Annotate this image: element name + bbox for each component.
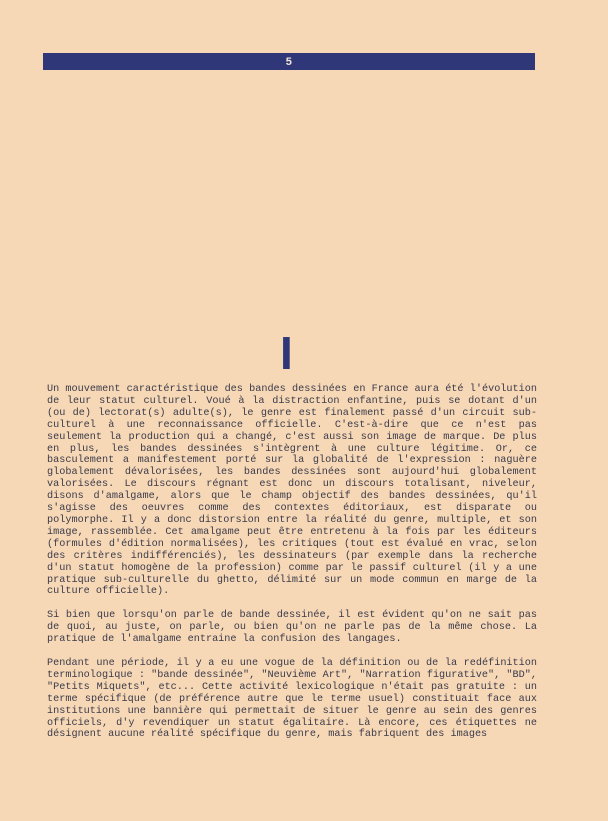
paragraph: Pendant une période, il y a eu une vogue de la définition ou de la redéfinition terminologique : "bande dessinée", "Neuvième Art", "Narration figurative", "BD", "Petits Miquets", etc... Cette activité lexicologique n'était pas gratuite : un terme spécifique (de préférence autre que le terme usuel) constituait face aux institutions une bannière qui permettait de situer le genre au sein des genres officiels, d'y revendiquer un statut égalitaire. Là encore, ces étiquettes ne désignent aucune réalité spécifique du genre, mais fabriquent des images [47, 658, 537, 741]
page-number: 5 [285, 55, 293, 68]
paragraph: Si bien que lorsqu'on parle de bande dessinée, il est évident qu'on ne sait pas de quoi, au juste, on parle, ou bien qu'on ne parle pas de la même chose. La pratique de l'amalgame entraine la confusion des langages. [47, 610, 537, 646]
body-text [47, 384, 537, 753]
chapter-numeral: I [280, 327, 293, 379]
paragraph: Un mouvement caractéristique des bandes dessinées en France aura été l'évolution de leur statut culturel. Voué à la distraction enfantine, puis se dotant d'un (ou de) lectorat(s) adulte(s), le genre est finalement passé d'un circuit sub-culturel à une reconnaissance officielle. C'est-à-dire que ce n'est pas seulement la production qui a changé, c'est aussi son image de marque. De plus en plus, les bandes dessinées s'intègrent à une culture légitime. Or, ce basculement a manifestement porté sur la globalité de l'expression : naguère globalement dévalorisées, les bandes dessinées sont aujourd'hui globalement valorisées. Le discours régnant est donc un discours totalisant, niveleur, disons d'amalgame, alors que le champ objectif des bandes dessinées, qu'il s'agisse des oeuvres comme des contextes éditoriaux, est disparate ou polymorphe. Il y a donc distorsion entre la réalité du genre, multiple, et son image, rassemblée. Cet amalgame peut être entretenu à la fois par les éditeurs (formules d'édition normalisées), les critiques (tout est évalué en vrac, selon des critères indifférenciés), les dessinateurs (par exemple dans la recherche d'un statut homogène de la profession) comme par le passif culturel (il y a une pratique sub-culturelle du ghetto, délimité sur un mode commun en marge de la culture officielle). [47, 384, 537, 598]
page-header-bar [43, 53, 535, 70]
